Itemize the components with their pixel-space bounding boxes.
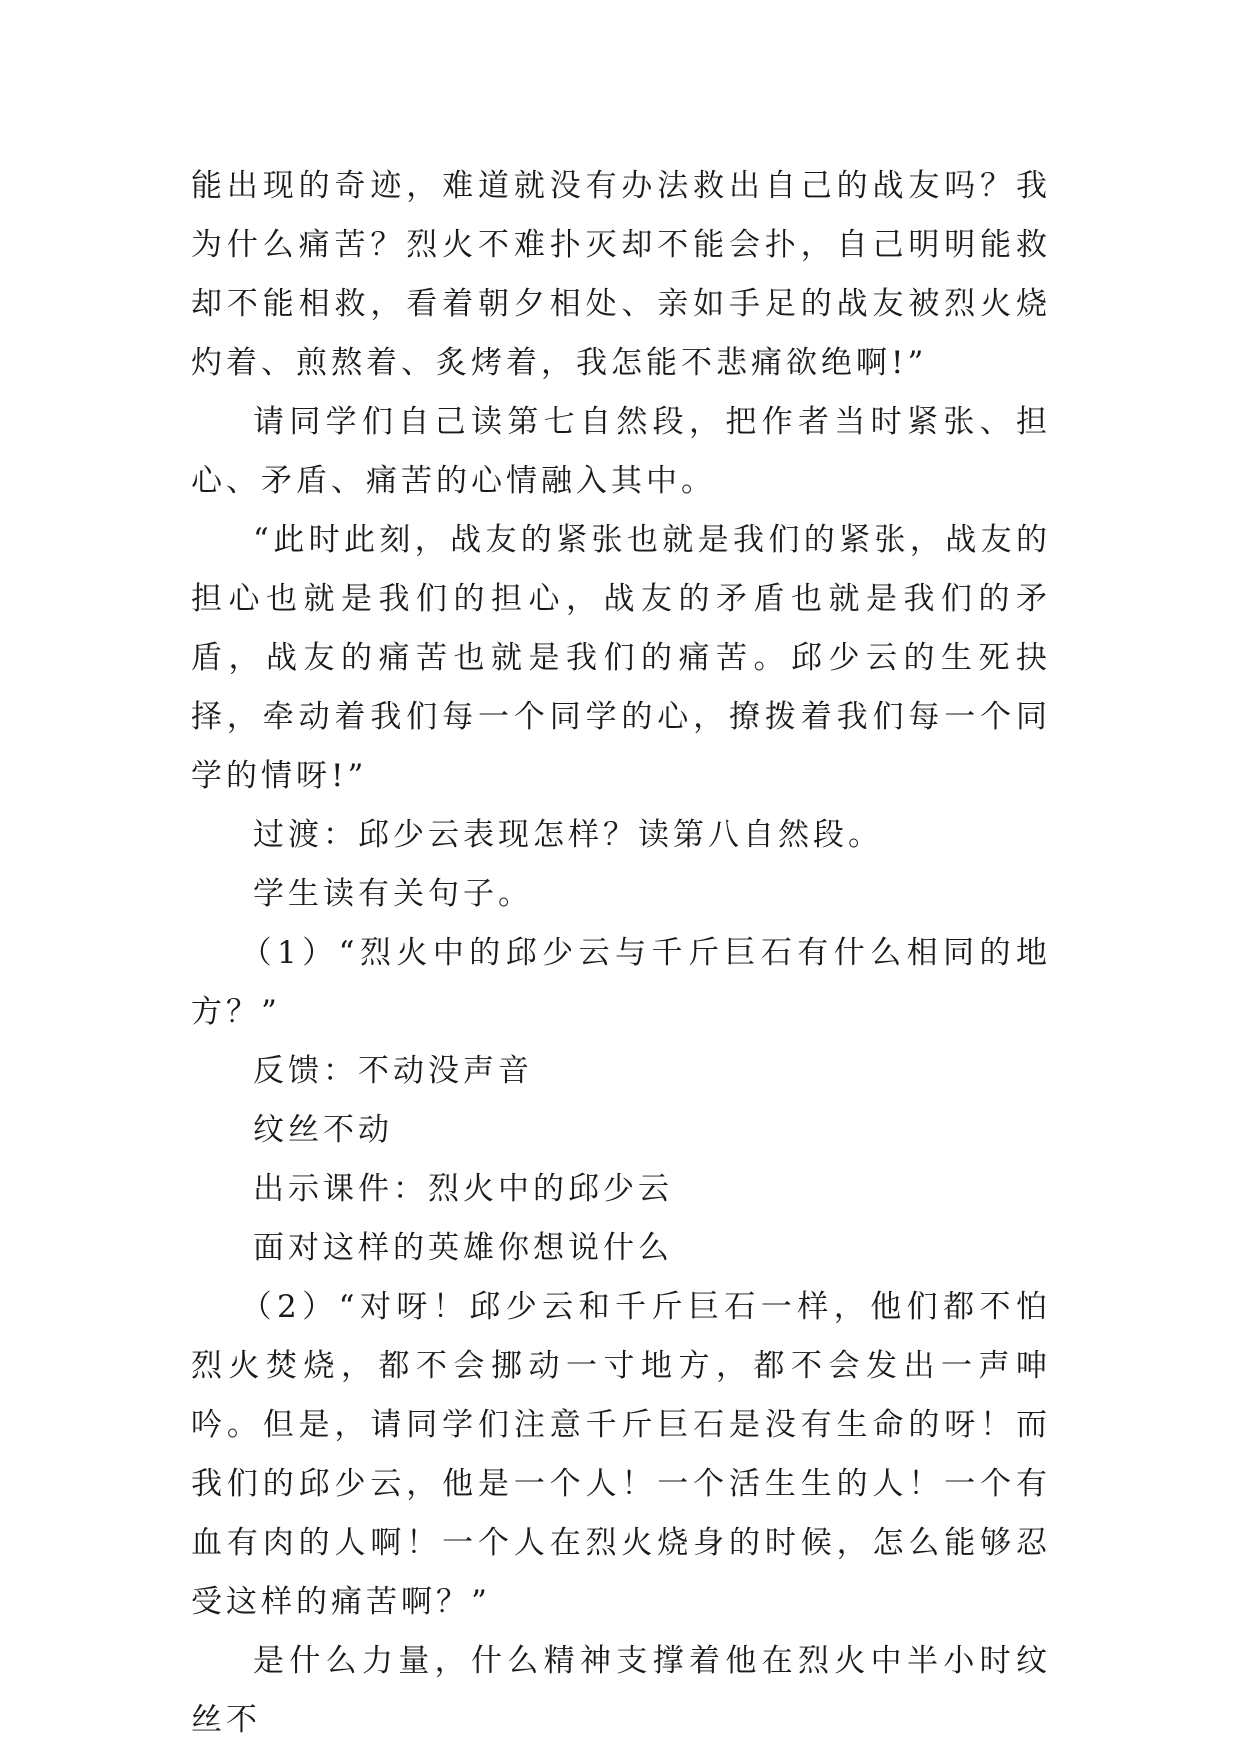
paragraph-motionless: 纹丝不动 <box>253 1112 393 1148</box>
paragraph-feedback: 反馈：不动没声音 <box>253 1053 533 1089</box>
document-body <box>191 157 1051 1750</box>
paragraph-question-1: （1）“烈火中的邱少云与千斤巨石有什么相同的地方？” <box>191 935 1051 1030</box>
paragraph-question-2: （2）“对呀！邱少云和千斤巨石一样，他们都不怕烈火焚烧，都不会挪动一寸地方，都不会发出一声呻吟。但是，请同学们注意千斤巨石是没有生命的呀！而我们的邱少云，他是一个人！一个活生生的人！一个有血有肉的人啊！一个人在烈火烧身的时候，怎么能够忍受这样的痛苦啊？” <box>191 1289 1051 1620</box>
paragraph-transition: 过渡：邱少云表现怎样？读第八自然段。 <box>253 817 883 853</box>
paragraph-student-reading: 学生读有关句子。 <box>253 876 533 912</box>
paragraph-hero-question: 面对这样的英雄你想说什么 <box>253 1230 673 1266</box>
paragraph-continuation: 能出现的奇迹，难道就没有办法救出自己的战友吗？我为什么痛苦？烈火不难扑灭却不能会扑，自己明明能救却不能相救，看着朝夕相处、亲如手足的战友被烈火烧灼着、煎熬着、炙烤着，我怎能不悲痛欲绝啊!” <box>191 168 1051 381</box>
paragraph-quote-emotion: “此时此刻，战友的紧张也就是我们的紧张，战友的担心也就是我们的担心，战友的矛盾也就是我们的矛盾，战友的痛苦也就是我们的痛苦。邱少云的生死抉择，牵动着我们每一个同学的心，撩拨着我们每一个同学的情呀!” <box>191 522 1051 794</box>
paragraph-spirit-question: 是什么力量，什么精神支撑着他在烈火中半小时纹丝不 <box>191 1643 1051 1738</box>
paragraph-show-courseware: 出示课件：烈火中的邱少云 <box>253 1171 673 1207</box>
paragraph-reading-instruction: 请同学们自己读第七自然段，把作者当时紧张、担心、矛盾、痛苦的心情融入其中。 <box>191 404 1051 499</box>
